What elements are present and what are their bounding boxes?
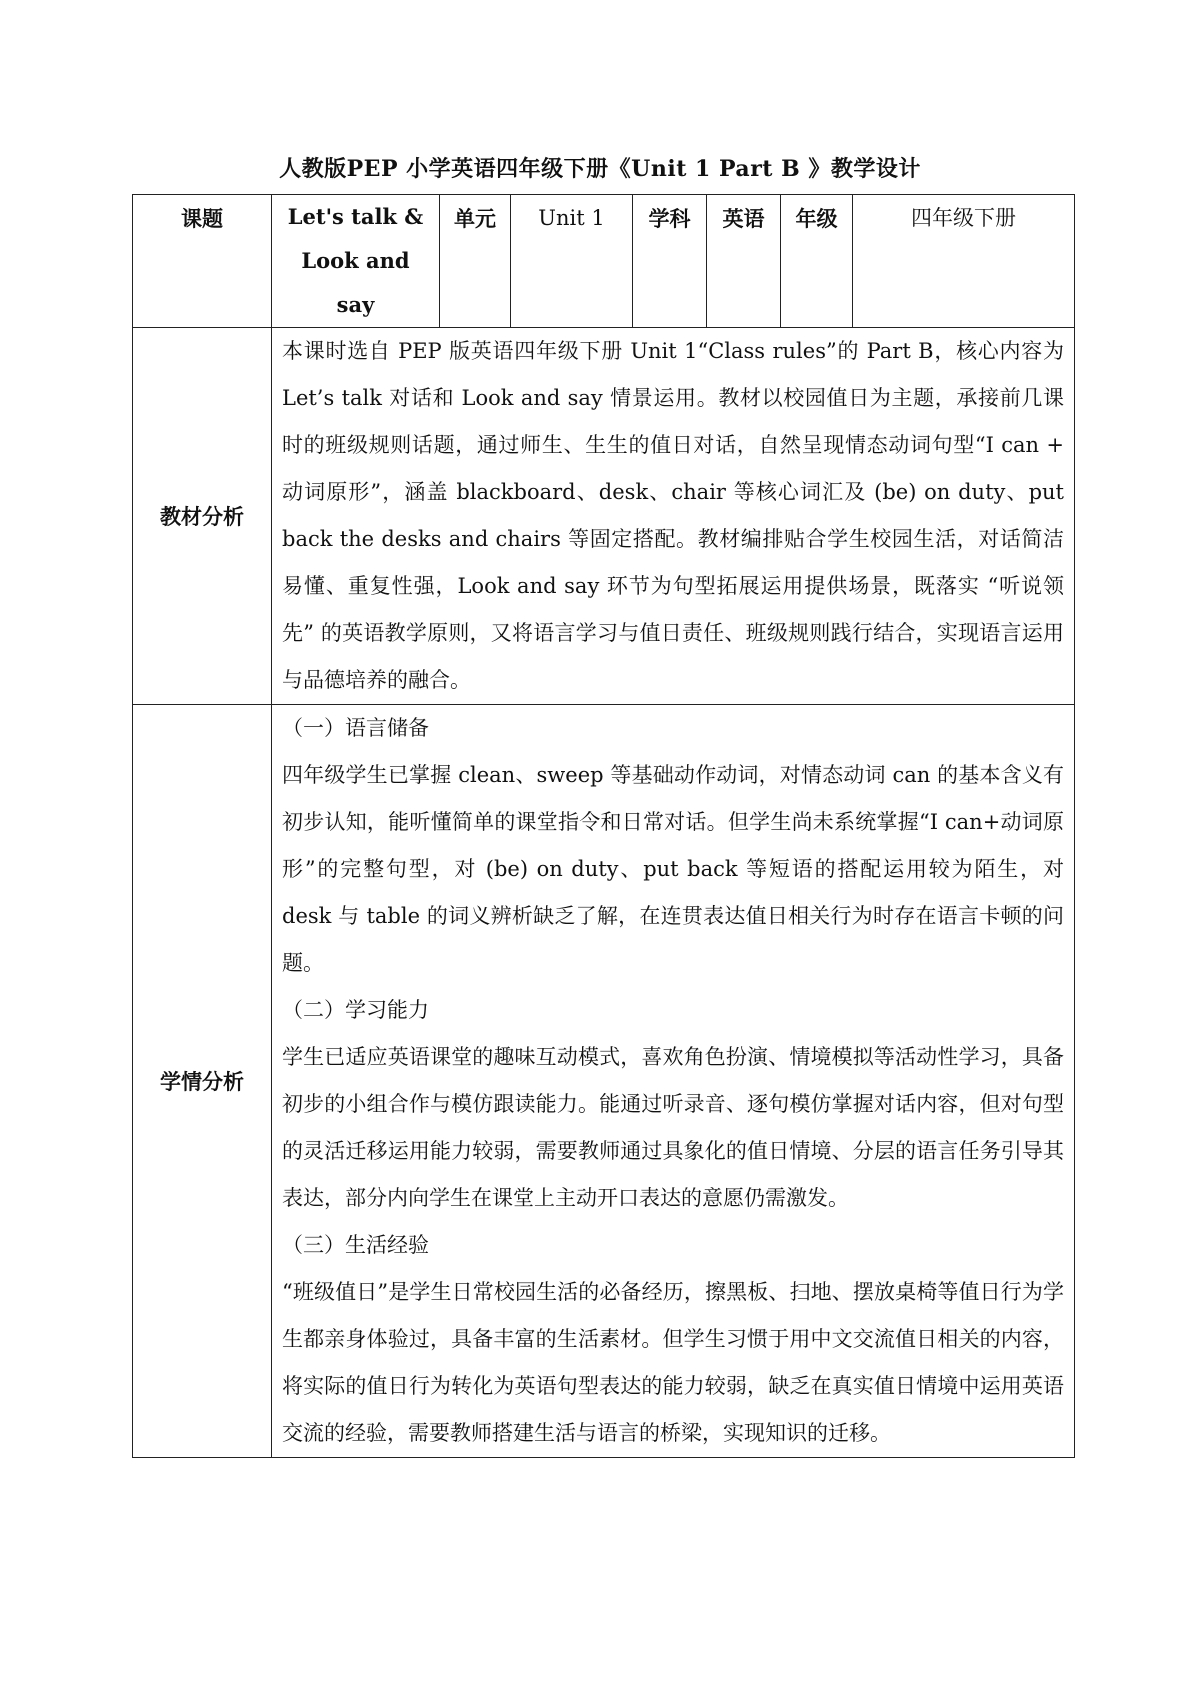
grade-value: 四年级下册: [853, 195, 1075, 328]
textbook-analysis-text: 本课时选自 PEP 版英语四年级下册 Unit 1“Class rules”的 Part B，核心内容为 Let’s talk 对话和 Look and say 情景运用。教材以校园值日为主题，承接前几课时的班级规则话题，通过师生、生生的值日对话，自然呈现情态动词句型“I can + 动词原形”，涵盖 blackboard、desk、chair 等核心词汇及 (be) on duty、put back the desks and chairs 等固定搭配。教材编排贴合学生校园生活，对话简洁易懂、重复性强，Look and say 环节为句型拓展运用提供场景，既落实 “听说领先” 的英语教学原则，又将语言学习与值日责任、班级规则践行结合，实现语言运用与品德培养的融合。: [282, 339, 1064, 692]
student-analysis-row: [133, 705, 1075, 1458]
lesson-plan-table: [132, 194, 1075, 1458]
textbook-analysis-label: 教材分析: [133, 328, 272, 705]
textbook-analysis-row: [133, 328, 1075, 705]
topic-value-line1: Let's talk &: [287, 204, 424, 229]
topic-value: [272, 195, 440, 328]
textbook-analysis-content: [272, 328, 1075, 705]
subject-label: 学科: [633, 195, 707, 328]
student-analysis-label: 学情分析: [133, 705, 272, 1458]
section-heading-language: （一）语言储备: [282, 716, 429, 740]
grade-label: 年级: [781, 195, 853, 328]
topic-value-line2: Look and say: [301, 248, 410, 317]
subject-value: 英语: [707, 195, 781, 328]
section-text-ability: 学生已适应英语课堂的趣味互动模式，喜欢角色扮演、情境模拟等活动性学习，具备初步的小组合作与模仿跟读能力。能通过听录音、逐句模仿掌握对话内容，但对句型的灵活迁移运用能力较弱，需要教师通过具象化的值日情境、分层的语言任务引导其表达，部分内向学生在课堂上主动开口表达的意愿仍需激发。: [282, 1045, 1064, 1210]
section-heading-ability: （二）学习能力: [282, 998, 429, 1022]
student-analysis-content: [272, 705, 1075, 1458]
unit-label: 单元: [440, 195, 511, 328]
unit-value: Unit 1: [511, 195, 633, 328]
document-title: 人教版PEP 小学英语四年级下册《Unit 1 Part B 》教学设计: [279, 156, 921, 182]
section-text-language: 四年级学生已掌握 clean、sweep 等基础动作动词，对情态动词 can 的基本含义有初步认知，能听懂简单的课堂指令和日常对话。但学生尚未系统掌握“I can+动词原形”的完整句型，对 (be) on duty、put back 等短语的搭配运用较为陌生，对 desk 与 table 的词义辨析缺乏了解，在连贯表达值日相关行为时存在语言卡顿的问题。: [282, 763, 1064, 975]
topic-label: 课题: [133, 195, 272, 328]
header-row: [133, 195, 1075, 328]
section-text-experience: “班级值日”是学生日常校园生活的必备经历，擦黑板、扫地、摆放桌椅等值日行为学生都亲身体验过，具备丰富的生活素材。但学生习惯于用中文交流值日相关的内容，将实际的值日行为转化为英语句型表达的能力较弱，缺乏在真实值日情境中运用英语交流的经验，需要教师搭建生活与语言的桥梁，实现知识的迁移。: [282, 1280, 1064, 1445]
section-heading-experience: （三）生活经验: [282, 1233, 429, 1257]
